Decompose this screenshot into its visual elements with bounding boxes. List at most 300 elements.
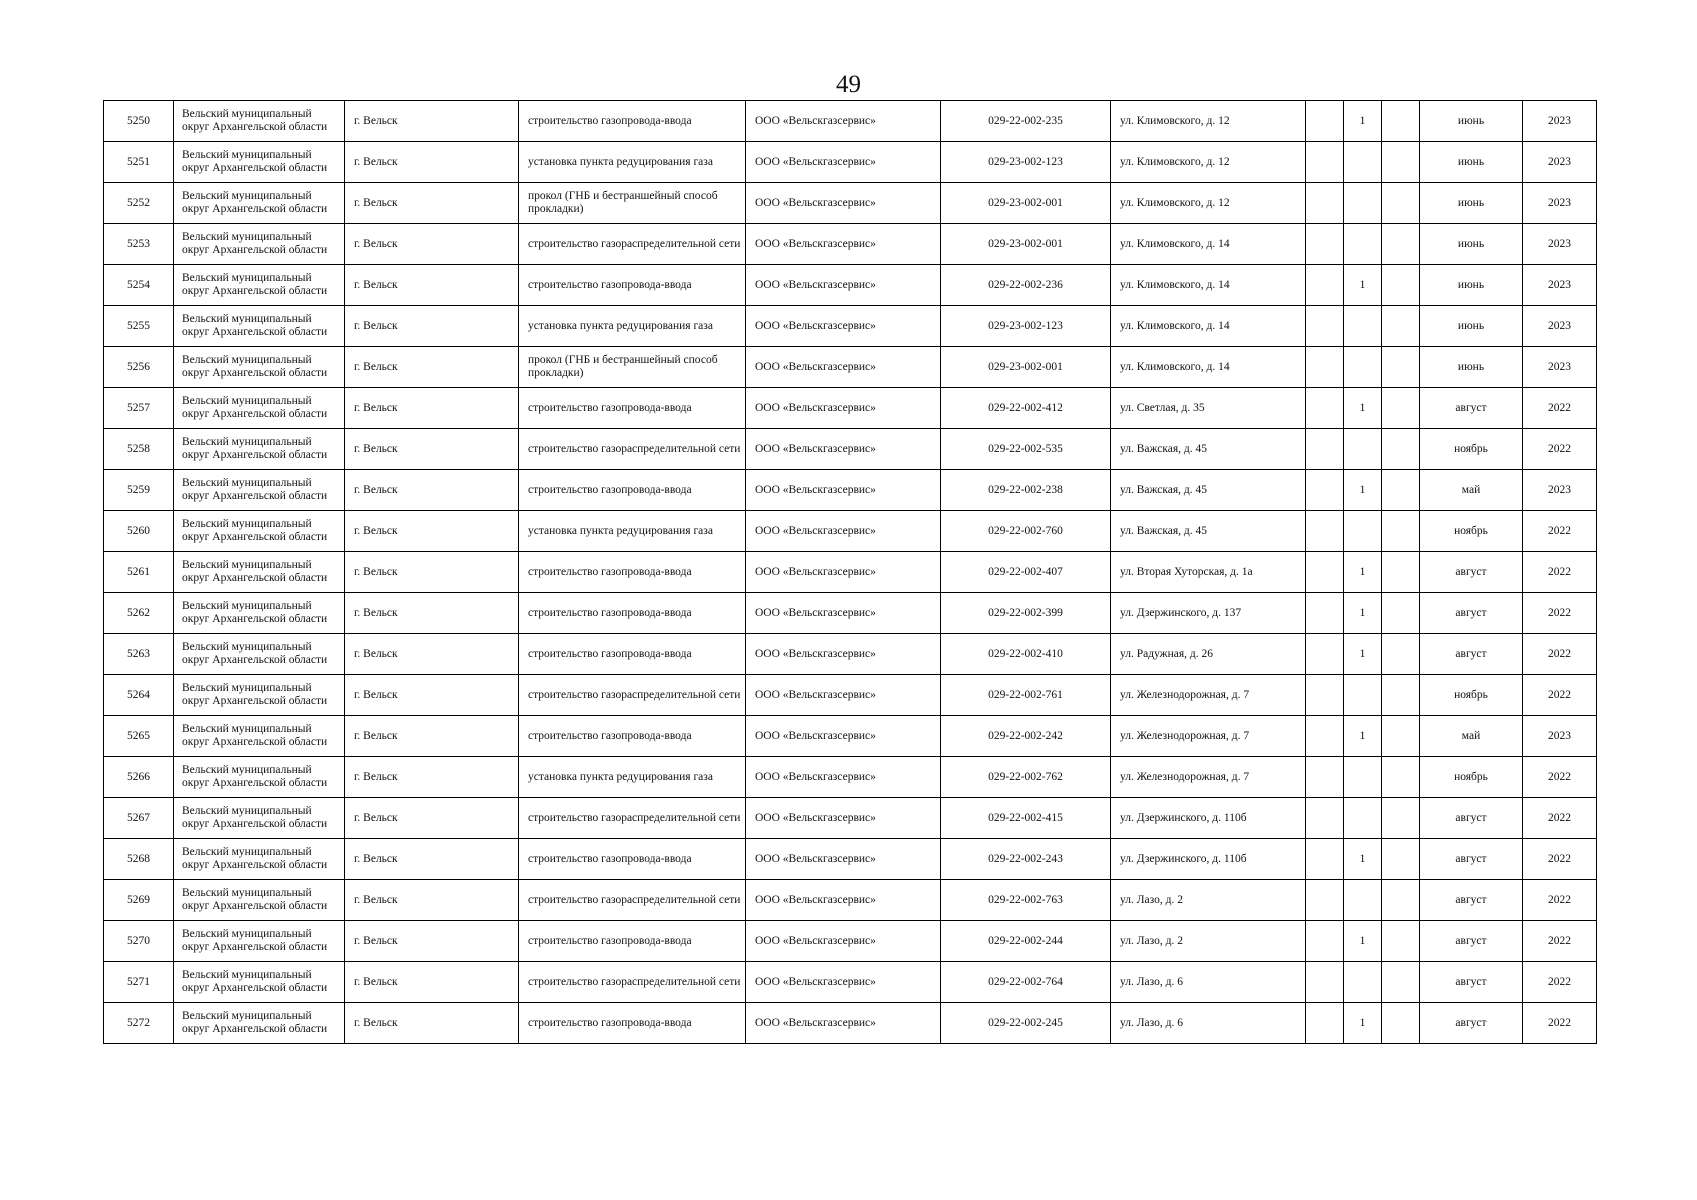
cell-municipality: Вельский муниципальный округ Архангельской области xyxy=(174,183,345,224)
cell-object-code: 029-22-002-762 xyxy=(941,757,1111,798)
cell-work-type: строительство газопровода-ввода xyxy=(519,716,746,757)
cell-year: 2022 xyxy=(1523,798,1597,839)
table-row xyxy=(104,511,1597,552)
cell-empty xyxy=(1306,634,1344,675)
cell-number: 5259 xyxy=(104,470,174,511)
cell-month: август xyxy=(1420,634,1523,675)
cell-organization: ООО «Вельскгазсервис» xyxy=(746,716,941,757)
cell-municipality: Вельский муниципальный округ Архангельской области xyxy=(174,757,345,798)
cell-address: ул. Климовского, д. 14 xyxy=(1111,306,1306,347)
cell-object-code: 029-23-002-123 xyxy=(941,142,1111,183)
cell-municipality: Вельский муниципальный округ Архангельской области xyxy=(174,306,345,347)
cell-address: ул. Климовского, д. 12 xyxy=(1111,142,1306,183)
cell-year: 2022 xyxy=(1523,839,1597,880)
cell-quantity: 1 xyxy=(1344,470,1382,511)
cell-municipality: Вельский муниципальный округ Архангельской области xyxy=(174,388,345,429)
cell-empty xyxy=(1382,634,1420,675)
cell-municipality: Вельский муниципальный округ Архангельской области xyxy=(174,593,345,634)
cell-quantity xyxy=(1344,962,1382,1003)
cell-empty xyxy=(1382,470,1420,511)
table-row xyxy=(104,224,1597,265)
cell-work-type: строительство газораспределительной сети xyxy=(519,880,746,921)
cell-quantity xyxy=(1344,347,1382,388)
cell-quantity xyxy=(1344,757,1382,798)
cell-year: 2023 xyxy=(1523,101,1597,142)
cell-number: 5270 xyxy=(104,921,174,962)
cell-number: 5250 xyxy=(104,101,174,142)
cell-empty xyxy=(1382,265,1420,306)
cell-year: 2022 xyxy=(1523,675,1597,716)
cell-number: 5252 xyxy=(104,183,174,224)
cell-address: ул. Климовского, д. 12 xyxy=(1111,183,1306,224)
cell-year: 2022 xyxy=(1523,921,1597,962)
cell-municipality: Вельский муниципальный округ Архангельской области xyxy=(174,552,345,593)
cell-municipality: Вельский муниципальный округ Архангельской области xyxy=(174,470,345,511)
cell-municipality: Вельский муниципальный округ Архангельской области xyxy=(174,511,345,552)
cell-empty xyxy=(1306,716,1344,757)
cell-month: ноябрь xyxy=(1420,511,1523,552)
table-row xyxy=(104,552,1597,593)
table-row xyxy=(104,798,1597,839)
cell-organization: ООО «Вельскгазсервис» xyxy=(746,634,941,675)
cell-month: август xyxy=(1420,798,1523,839)
cell-number: 5263 xyxy=(104,634,174,675)
cell-work-type: строительство газопровода-ввода xyxy=(519,634,746,675)
cell-empty xyxy=(1306,757,1344,798)
cell-work-type: строительство газораспределительной сети xyxy=(519,429,746,470)
cell-quantity: 1 xyxy=(1344,265,1382,306)
cell-quantity: 1 xyxy=(1344,593,1382,634)
cell-year: 2023 xyxy=(1523,142,1597,183)
cell-year: 2022 xyxy=(1523,511,1597,552)
cell-organization: ООО «Вельскгазсервис» xyxy=(746,265,941,306)
cell-year: 2022 xyxy=(1523,593,1597,634)
cell-organization: ООО «Вельскгазсервис» xyxy=(746,839,941,880)
cell-municipality: Вельский муниципальный округ Архангельской области xyxy=(174,265,345,306)
cell-year: 2022 xyxy=(1523,634,1597,675)
cell-month: май xyxy=(1420,470,1523,511)
cell-object-code: 029-23-002-123 xyxy=(941,306,1111,347)
cell-month: август xyxy=(1420,839,1523,880)
cell-month: июнь xyxy=(1420,183,1523,224)
cell-empty xyxy=(1306,962,1344,1003)
cell-quantity: 1 xyxy=(1344,388,1382,429)
cell-quantity: 1 xyxy=(1344,921,1382,962)
cell-organization: ООО «Вельскгазсервис» xyxy=(746,511,941,552)
cell-object-code: 029-23-002-001 xyxy=(941,183,1111,224)
cell-year: 2023 xyxy=(1523,183,1597,224)
cell-year: 2022 xyxy=(1523,880,1597,921)
cell-quantity: 1 xyxy=(1344,1003,1382,1044)
table-row xyxy=(104,921,1597,962)
cell-month: июнь xyxy=(1420,265,1523,306)
table-row xyxy=(104,183,1597,224)
cell-number: 5265 xyxy=(104,716,174,757)
cell-object-code: 029-22-002-412 xyxy=(941,388,1111,429)
cell-organization: ООО «Вельскгазсервис» xyxy=(746,142,941,183)
cell-city: г. Вельск xyxy=(345,921,519,962)
cell-address: ул. Важская, д. 45 xyxy=(1111,470,1306,511)
cell-organization: ООО «Вельскгазсервис» xyxy=(746,224,941,265)
cell-address: ул. Лазо, д. 6 xyxy=(1111,962,1306,1003)
cell-quantity xyxy=(1344,798,1382,839)
cell-number: 5256 xyxy=(104,347,174,388)
cell-number: 5254 xyxy=(104,265,174,306)
cell-quantity xyxy=(1344,183,1382,224)
cell-quantity xyxy=(1344,142,1382,183)
cell-municipality: Вельский муниципальный округ Архангельской области xyxy=(174,921,345,962)
cell-address: ул. Климовского, д. 14 xyxy=(1111,224,1306,265)
cell-quantity: 1 xyxy=(1344,101,1382,142)
table-row xyxy=(104,429,1597,470)
table-row xyxy=(104,757,1597,798)
cell-address: ул. Дзержинского, д. 137 xyxy=(1111,593,1306,634)
cell-city: г. Вельск xyxy=(345,511,519,552)
cell-month: август xyxy=(1420,388,1523,429)
cell-empty xyxy=(1382,347,1420,388)
cell-quantity xyxy=(1344,675,1382,716)
cell-number: 5269 xyxy=(104,880,174,921)
cell-quantity: 1 xyxy=(1344,552,1382,593)
cell-organization: ООО «Вельскгазсервис» xyxy=(746,388,941,429)
cell-work-type: строительство газопровода-ввода xyxy=(519,265,746,306)
cell-work-type: строительство газопровода-ввода xyxy=(519,1003,746,1044)
cell-empty xyxy=(1382,101,1420,142)
cell-year: 2023 xyxy=(1523,470,1597,511)
cell-empty xyxy=(1306,101,1344,142)
gas-works-table xyxy=(103,100,1597,1044)
cell-municipality: Вельский муниципальный округ Архангельской области xyxy=(174,142,345,183)
cell-empty xyxy=(1306,347,1344,388)
cell-address: ул. Железнодорожная, д. 7 xyxy=(1111,716,1306,757)
cell-municipality: Вельский муниципальный округ Архангельской области xyxy=(174,880,345,921)
cell-empty xyxy=(1306,388,1344,429)
cell-object-code: 029-22-002-410 xyxy=(941,634,1111,675)
cell-quantity xyxy=(1344,880,1382,921)
cell-empty xyxy=(1306,306,1344,347)
cell-number: 5260 xyxy=(104,511,174,552)
cell-address: ул. Лазо, д. 2 xyxy=(1111,921,1306,962)
table-row xyxy=(104,1003,1597,1044)
cell-address: ул. Климовского, д. 14 xyxy=(1111,347,1306,388)
cell-quantity xyxy=(1344,429,1382,470)
cell-work-type: прокол (ГНБ и бестраншейный способ прокладки) xyxy=(519,183,746,224)
cell-organization: ООО «Вельскгазсервис» xyxy=(746,962,941,1003)
cell-empty xyxy=(1382,880,1420,921)
cell-city: г. Вельск xyxy=(345,101,519,142)
cell-number: 5251 xyxy=(104,142,174,183)
cell-work-type: строительство газораспределительной сети xyxy=(519,962,746,1003)
cell-address: ул. Важская, д. 45 xyxy=(1111,429,1306,470)
cell-empty xyxy=(1306,675,1344,716)
cell-address: ул. Светлая, д. 35 xyxy=(1111,388,1306,429)
cell-number: 5267 xyxy=(104,798,174,839)
cell-address: ул. Лазо, д. 2 xyxy=(1111,880,1306,921)
cell-empty xyxy=(1382,1003,1420,1044)
table-row xyxy=(104,265,1597,306)
cell-address: ул. Железнодорожная, д. 7 xyxy=(1111,675,1306,716)
cell-month: август xyxy=(1420,1003,1523,1044)
cell-city: г. Вельск xyxy=(345,634,519,675)
cell-work-type: установка пункта редуцирования газа xyxy=(519,306,746,347)
cell-city: г. Вельск xyxy=(345,347,519,388)
cell-number: 5272 xyxy=(104,1003,174,1044)
cell-empty xyxy=(1382,962,1420,1003)
cell-municipality: Вельский муниципальный округ Архангельской области xyxy=(174,675,345,716)
cell-address: ул. Лазо, д. 6 xyxy=(1111,1003,1306,1044)
cell-quantity xyxy=(1344,224,1382,265)
cell-month: август xyxy=(1420,880,1523,921)
table-row xyxy=(104,593,1597,634)
cell-object-code: 029-22-002-243 xyxy=(941,839,1111,880)
cell-empty xyxy=(1382,183,1420,224)
cell-organization: ООО «Вельскгазсервис» xyxy=(746,880,941,921)
cell-number: 5253 xyxy=(104,224,174,265)
table-row xyxy=(104,388,1597,429)
cell-empty xyxy=(1382,511,1420,552)
table-row xyxy=(104,347,1597,388)
table-row xyxy=(104,470,1597,511)
cell-empty xyxy=(1306,511,1344,552)
cell-organization: ООО «Вельскгазсервис» xyxy=(746,552,941,593)
cell-empty xyxy=(1382,839,1420,880)
cell-address: ул. Важская, д. 45 xyxy=(1111,511,1306,552)
cell-empty xyxy=(1382,429,1420,470)
table-row xyxy=(104,716,1597,757)
cell-year: 2023 xyxy=(1523,716,1597,757)
cell-empty xyxy=(1382,675,1420,716)
cell-municipality: Вельский муниципальный округ Архангельской области xyxy=(174,1003,345,1044)
cell-month: июнь xyxy=(1420,101,1523,142)
cell-object-code: 029-22-002-245 xyxy=(941,1003,1111,1044)
cell-organization: ООО «Вельскгазсервис» xyxy=(746,347,941,388)
cell-municipality: Вельский муниципальный округ Архангельской области xyxy=(174,962,345,1003)
cell-quantity xyxy=(1344,306,1382,347)
cell-organization: ООО «Вельскгазсервис» xyxy=(746,757,941,798)
cell-month: май xyxy=(1420,716,1523,757)
cell-quantity: 1 xyxy=(1344,634,1382,675)
cell-year: 2022 xyxy=(1523,388,1597,429)
cell-organization: ООО «Вельскгазсервис» xyxy=(746,675,941,716)
cell-city: г. Вельск xyxy=(345,183,519,224)
table-row xyxy=(104,142,1597,183)
cell-year: 2023 xyxy=(1523,347,1597,388)
cell-object-code: 029-23-002-001 xyxy=(941,347,1111,388)
cell-municipality: Вельский муниципальный округ Архангельской области xyxy=(174,798,345,839)
cell-municipality: Вельский муниципальный округ Архангельской области xyxy=(174,101,345,142)
table-row xyxy=(104,962,1597,1003)
cell-empty xyxy=(1382,921,1420,962)
cell-empty xyxy=(1382,388,1420,429)
cell-object-code: 029-22-002-235 xyxy=(941,101,1111,142)
cell-empty xyxy=(1306,552,1344,593)
cell-year: 2022 xyxy=(1523,552,1597,593)
cell-work-type: строительство газопровода-ввода xyxy=(519,388,746,429)
cell-year: 2023 xyxy=(1523,224,1597,265)
cell-empty xyxy=(1382,552,1420,593)
cell-city: г. Вельск xyxy=(345,429,519,470)
cell-quantity: 1 xyxy=(1344,716,1382,757)
cell-organization: ООО «Вельскгазсервис» xyxy=(746,101,941,142)
cell-month: июнь xyxy=(1420,224,1523,265)
cell-city: г. Вельск xyxy=(345,798,519,839)
cell-work-type: строительство газораспределительной сети xyxy=(519,224,746,265)
cell-organization: ООО «Вельскгазсервис» xyxy=(746,470,941,511)
cell-empty xyxy=(1382,142,1420,183)
cell-empty xyxy=(1382,757,1420,798)
cell-object-code: 029-22-002-760 xyxy=(941,511,1111,552)
cell-object-code: 029-22-002-236 xyxy=(941,265,1111,306)
cell-municipality: Вельский муниципальный округ Архангельской области xyxy=(174,716,345,757)
cell-organization: ООО «Вельскгазсервис» xyxy=(746,593,941,634)
cell-object-code: 029-23-002-001 xyxy=(941,224,1111,265)
cell-work-type: строительство газопровода-ввода xyxy=(519,470,746,511)
cell-city: г. Вельск xyxy=(345,265,519,306)
cell-address: ул. Дзержинского, д. 110б xyxy=(1111,798,1306,839)
cell-municipality: Вельский муниципальный округ Архангельской области xyxy=(174,224,345,265)
cell-object-code: 029-22-002-761 xyxy=(941,675,1111,716)
cell-quantity: 1 xyxy=(1344,839,1382,880)
cell-empty xyxy=(1306,265,1344,306)
cell-empty xyxy=(1382,716,1420,757)
cell-year: 2022 xyxy=(1523,429,1597,470)
cell-empty xyxy=(1382,306,1420,347)
cell-empty xyxy=(1382,224,1420,265)
cell-year: 2022 xyxy=(1523,962,1597,1003)
cell-organization: ООО «Вельскгазсервис» xyxy=(746,921,941,962)
cell-address: ул. Климовского, д. 12 xyxy=(1111,101,1306,142)
cell-object-code: 029-22-002-535 xyxy=(941,429,1111,470)
cell-municipality: Вельский муниципальный округ Архангельской области xyxy=(174,634,345,675)
cell-month: август xyxy=(1420,962,1523,1003)
cell-empty xyxy=(1306,798,1344,839)
cell-empty xyxy=(1306,142,1344,183)
cell-city: г. Вельск xyxy=(345,757,519,798)
cell-year: 2022 xyxy=(1523,757,1597,798)
cell-work-type: строительство газопровода-ввода xyxy=(519,101,746,142)
cell-empty xyxy=(1382,593,1420,634)
cell-work-type: установка пункта редуцирования газа xyxy=(519,511,746,552)
cell-city: г. Вельск xyxy=(345,593,519,634)
cell-city: г. Вельск xyxy=(345,142,519,183)
cell-address: ул. Климовского, д. 14 xyxy=(1111,265,1306,306)
cell-month: август xyxy=(1420,552,1523,593)
cell-object-code: 029-22-002-399 xyxy=(941,593,1111,634)
cell-number: 5255 xyxy=(104,306,174,347)
cell-empty xyxy=(1306,1003,1344,1044)
cell-city: г. Вельск xyxy=(345,224,519,265)
cell-city: г. Вельск xyxy=(345,675,519,716)
cell-month: ноябрь xyxy=(1420,757,1523,798)
cell-object-code: 029-22-002-764 xyxy=(941,962,1111,1003)
cell-work-type: установка пункта редуцирования газа xyxy=(519,142,746,183)
cell-number: 5258 xyxy=(104,429,174,470)
cell-work-type: установка пункта редуцирования газа xyxy=(519,757,746,798)
cell-address: ул. Радужная, д. 26 xyxy=(1111,634,1306,675)
table-row xyxy=(104,306,1597,347)
cell-quantity xyxy=(1344,511,1382,552)
cell-number: 5257 xyxy=(104,388,174,429)
cell-object-code: 029-22-002-407 xyxy=(941,552,1111,593)
cell-number: 5271 xyxy=(104,962,174,1003)
cell-city: г. Вельск xyxy=(345,388,519,429)
cell-empty xyxy=(1306,470,1344,511)
cell-organization: ООО «Вельскгазсервис» xyxy=(746,798,941,839)
cell-work-type: прокол (ГНБ и бестраншейный способ прокладки) xyxy=(519,347,746,388)
cell-object-code: 029-22-002-415 xyxy=(941,798,1111,839)
cell-work-type: строительство газопровода-ввода xyxy=(519,552,746,593)
cell-address: ул. Вторая Хуторская, д. 1а xyxy=(1111,552,1306,593)
cell-number: 5264 xyxy=(104,675,174,716)
cell-object-code: 029-22-002-238 xyxy=(941,470,1111,511)
cell-month: июнь xyxy=(1420,306,1523,347)
cell-work-type: строительство газопровода-ввода xyxy=(519,593,746,634)
cell-empty xyxy=(1306,593,1344,634)
cell-address: ул. Дзержинского, д. 110б xyxy=(1111,839,1306,880)
cell-municipality: Вельский муниципальный округ Архангельской области xyxy=(174,429,345,470)
cell-organization: ООО «Вельскгазсервис» xyxy=(746,306,941,347)
cell-object-code: 029-22-002-763 xyxy=(941,880,1111,921)
cell-year: 2022 xyxy=(1523,1003,1597,1044)
table-body xyxy=(104,101,1597,1044)
cell-empty xyxy=(1306,880,1344,921)
cell-month: июнь xyxy=(1420,142,1523,183)
table-row xyxy=(104,101,1597,142)
cell-work-type: строительство газопровода-ввода xyxy=(519,921,746,962)
cell-city: г. Вельск xyxy=(345,962,519,1003)
cell-work-type: строительство газораспределительной сети xyxy=(519,675,746,716)
cell-work-type: строительство газораспределительной сети xyxy=(519,798,746,839)
table-row xyxy=(104,839,1597,880)
cell-month: ноябрь xyxy=(1420,675,1523,716)
cell-month: август xyxy=(1420,921,1523,962)
cell-municipality: Вельский муниципальный округ Архангельской области xyxy=(174,839,345,880)
cell-month: ноябрь xyxy=(1420,429,1523,470)
cell-work-type: строительство газопровода-ввода xyxy=(519,839,746,880)
cell-empty xyxy=(1306,224,1344,265)
cell-object-code: 029-22-002-242 xyxy=(941,716,1111,757)
page-number: 49 xyxy=(836,71,861,98)
cell-municipality: Вельский муниципальный округ Архангельской области xyxy=(174,347,345,388)
cell-city: г. Вельск xyxy=(345,1003,519,1044)
cell-city: г. Вельск xyxy=(345,839,519,880)
cell-number: 5266 xyxy=(104,757,174,798)
table-row xyxy=(104,634,1597,675)
cell-month: июнь xyxy=(1420,347,1523,388)
cell-organization: ООО «Вельскгазсервис» xyxy=(746,1003,941,1044)
cell-organization: ООО «Вельскгазсервис» xyxy=(746,183,941,224)
cell-city: г. Вельск xyxy=(345,880,519,921)
cell-month: август xyxy=(1420,593,1523,634)
cell-address: ул. Железнодорожная, д. 7 xyxy=(1111,757,1306,798)
cell-city: г. Вельск xyxy=(345,716,519,757)
cell-empty xyxy=(1382,798,1420,839)
cell-year: 2023 xyxy=(1523,306,1597,347)
cell-empty xyxy=(1306,839,1344,880)
cell-number: 5261 xyxy=(104,552,174,593)
cell-organization: ООО «Вельскгазсервис» xyxy=(746,429,941,470)
cell-empty xyxy=(1306,921,1344,962)
cell-object-code: 029-22-002-244 xyxy=(941,921,1111,962)
cell-city: г. Вельск xyxy=(345,306,519,347)
cell-city: г. Вельск xyxy=(345,552,519,593)
cell-number: 5268 xyxy=(104,839,174,880)
cell-city: г. Вельск xyxy=(345,470,519,511)
cell-empty xyxy=(1306,183,1344,224)
cell-year: 2023 xyxy=(1523,265,1597,306)
table-row xyxy=(104,880,1597,921)
cell-number: 5262 xyxy=(104,593,174,634)
